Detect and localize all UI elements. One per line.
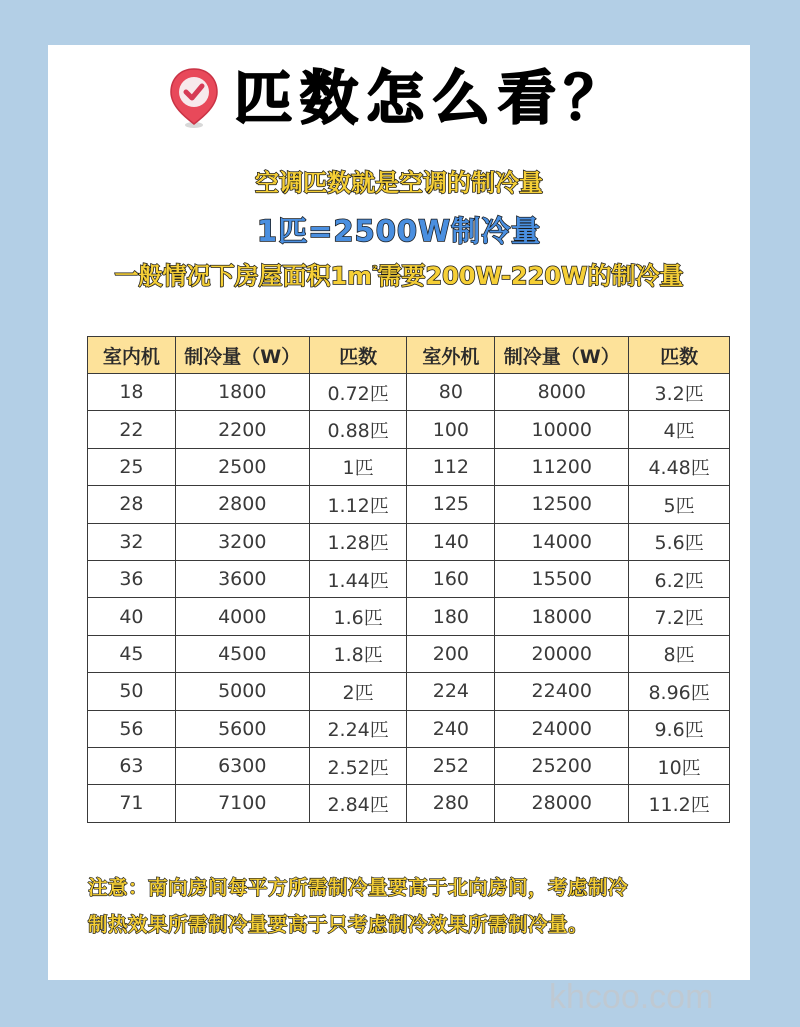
header-indoor-unit: 室内机	[88, 337, 176, 374]
cell-indoor-unit: 50	[88, 673, 176, 710]
title-row	[48, 63, 750, 133]
cell-outdoor-hp: 6.2匹	[629, 560, 730, 597]
table-row	[88, 598, 730, 635]
content-card	[48, 45, 750, 980]
intro-line-definition: 空调匹数就是空调的制冷量	[255, 169, 543, 197]
cell-indoor-unit: 56	[88, 710, 176, 747]
cell-indoor-capacity: 5600	[175, 710, 309, 747]
cell-outdoor-unit: 140	[407, 523, 495, 560]
cell-indoor-unit: 40	[88, 598, 176, 635]
cell-indoor-unit: 63	[88, 747, 176, 784]
cell-outdoor-unit: 125	[407, 486, 495, 523]
table-row	[88, 673, 730, 710]
cell-outdoor-hp: 5匹	[629, 486, 730, 523]
table-header-row	[88, 337, 730, 374]
cell-outdoor-hp: 4.48匹	[629, 448, 730, 485]
area-rule-suffix: 需要200W-220W的制冷量	[377, 262, 684, 290]
cell-indoor-hp: 1.28匹	[309, 523, 407, 560]
cell-outdoor-hp: 11.2匹	[629, 785, 730, 822]
cell-indoor-capacity: 7100	[175, 785, 309, 822]
header-indoor-capacity: 制冷量（W）	[175, 337, 309, 374]
cell-outdoor-capacity: 24000	[495, 710, 629, 747]
header-outdoor-unit: 室外机	[407, 337, 495, 374]
cell-outdoor-capacity: 11200	[495, 448, 629, 485]
cell-outdoor-capacity: 12500	[495, 486, 629, 523]
table-row	[88, 560, 730, 597]
cell-indoor-unit: 22	[88, 411, 176, 448]
cell-outdoor-unit: 100	[407, 411, 495, 448]
cell-outdoor-hp: 8.96匹	[629, 673, 730, 710]
cell-outdoor-capacity: 14000	[495, 523, 629, 560]
cell-indoor-hp: 1.44匹	[309, 560, 407, 597]
cell-outdoor-capacity: 28000	[495, 785, 629, 822]
note-line-1: 注意：南向房间每平方所需制冷量要高于北向房间，考虑制冷	[88, 876, 629, 899]
cell-indoor-hp: 1.8匹	[309, 635, 407, 672]
cell-outdoor-unit: 252	[407, 747, 495, 784]
cell-indoor-unit: 18	[88, 374, 176, 411]
cell-outdoor-unit: 160	[407, 560, 495, 597]
cell-indoor-hp: 0.88匹	[309, 411, 407, 448]
cell-indoor-unit: 25	[88, 448, 176, 485]
cell-outdoor-unit: 200	[407, 635, 495, 672]
cell-outdoor-capacity: 15500	[495, 560, 629, 597]
intro-line-area-rule	[48, 264, 750, 288]
header-indoor-hp: 匹数	[309, 337, 407, 374]
header-outdoor-hp: 匹数	[629, 337, 730, 374]
cell-indoor-hp: 2.24匹	[309, 710, 407, 747]
cell-indoor-hp: 1.6匹	[309, 598, 407, 635]
table-row	[88, 635, 730, 672]
cell-outdoor-capacity: 20000	[495, 635, 629, 672]
cell-indoor-capacity: 3600	[175, 560, 309, 597]
note-text	[88, 869, 728, 943]
cell-outdoor-unit: 224	[407, 673, 495, 710]
cell-outdoor-hp: 8匹	[629, 635, 730, 672]
cell-indoor-capacity: 2800	[175, 486, 309, 523]
table-row	[88, 448, 730, 485]
table-row	[88, 710, 730, 747]
cell-outdoor-capacity: 10000	[495, 411, 629, 448]
cell-outdoor-hp: 3.2匹	[629, 374, 730, 411]
cell-outdoor-capacity: 22400	[495, 673, 629, 710]
cell-outdoor-hp: 5.6匹	[629, 523, 730, 560]
cell-outdoor-capacity: 18000	[495, 598, 629, 635]
cell-outdoor-unit: 280	[407, 785, 495, 822]
table-row	[88, 374, 730, 411]
cell-outdoor-capacity: 8000	[495, 374, 629, 411]
cell-indoor-hp: 2匹	[309, 673, 407, 710]
cell-indoor-capacity: 3200	[175, 523, 309, 560]
cell-indoor-capacity: 4000	[175, 598, 309, 635]
cell-outdoor-unit: 180	[407, 598, 495, 635]
note-line-2: 制热效果所需制冷量要高于只考虑制冷效果所需制冷量。	[88, 913, 589, 936]
cell-indoor-capacity: 2500	[175, 448, 309, 485]
page-title: 匹数怎么看？	[233, 64, 630, 132]
cell-indoor-hp: 0.72匹	[309, 374, 407, 411]
cell-indoor-unit: 71	[88, 785, 176, 822]
cell-indoor-capacity: 6300	[175, 747, 309, 784]
cell-outdoor-unit: 112	[407, 448, 495, 485]
cell-outdoor-unit: 80	[407, 374, 495, 411]
capacity-table	[87, 336, 730, 823]
table-row	[88, 523, 730, 560]
cell-outdoor-unit: 240	[407, 710, 495, 747]
table-row	[88, 411, 730, 448]
cell-indoor-unit: 28	[88, 486, 176, 523]
cell-indoor-capacity: 4500	[175, 635, 309, 672]
cell-outdoor-hp: 4匹	[629, 411, 730, 448]
cell-indoor-capacity: 2200	[175, 411, 309, 448]
checkmark-pin-icon	[168, 67, 220, 129]
cell-outdoor-hp: 10匹	[629, 747, 730, 784]
cell-indoor-hp: 2.84匹	[309, 785, 407, 822]
watermark: khcoo.com	[549, 978, 714, 1016]
cell-indoor-capacity: 1800	[175, 374, 309, 411]
cell-indoor-unit: 45	[88, 635, 176, 672]
cell-outdoor-capacity: 25200	[495, 747, 629, 784]
area-rule-prefix: 一般情况下房屋面积1m	[114, 262, 373, 290]
cell-outdoor-hp: 7.2匹	[629, 598, 730, 635]
cell-indoor-hp: 1.12匹	[309, 486, 407, 523]
cell-indoor-unit: 32	[88, 523, 176, 560]
cell-indoor-hp: 2.52匹	[309, 747, 407, 784]
area-rule-superscript: ²	[372, 263, 378, 277]
header-outdoor-capacity: 制冷量（W）	[495, 337, 629, 374]
table-row	[88, 785, 730, 822]
cell-indoor-unit: 36	[88, 560, 176, 597]
cell-indoor-hp: 1匹	[309, 448, 407, 485]
intro-line-conversion: 1匹=2500W制冷量	[256, 214, 542, 248]
cell-indoor-capacity: 5000	[175, 673, 309, 710]
table-row	[88, 486, 730, 523]
table-row	[88, 747, 730, 784]
cell-outdoor-hp: 9.6匹	[629, 710, 730, 747]
